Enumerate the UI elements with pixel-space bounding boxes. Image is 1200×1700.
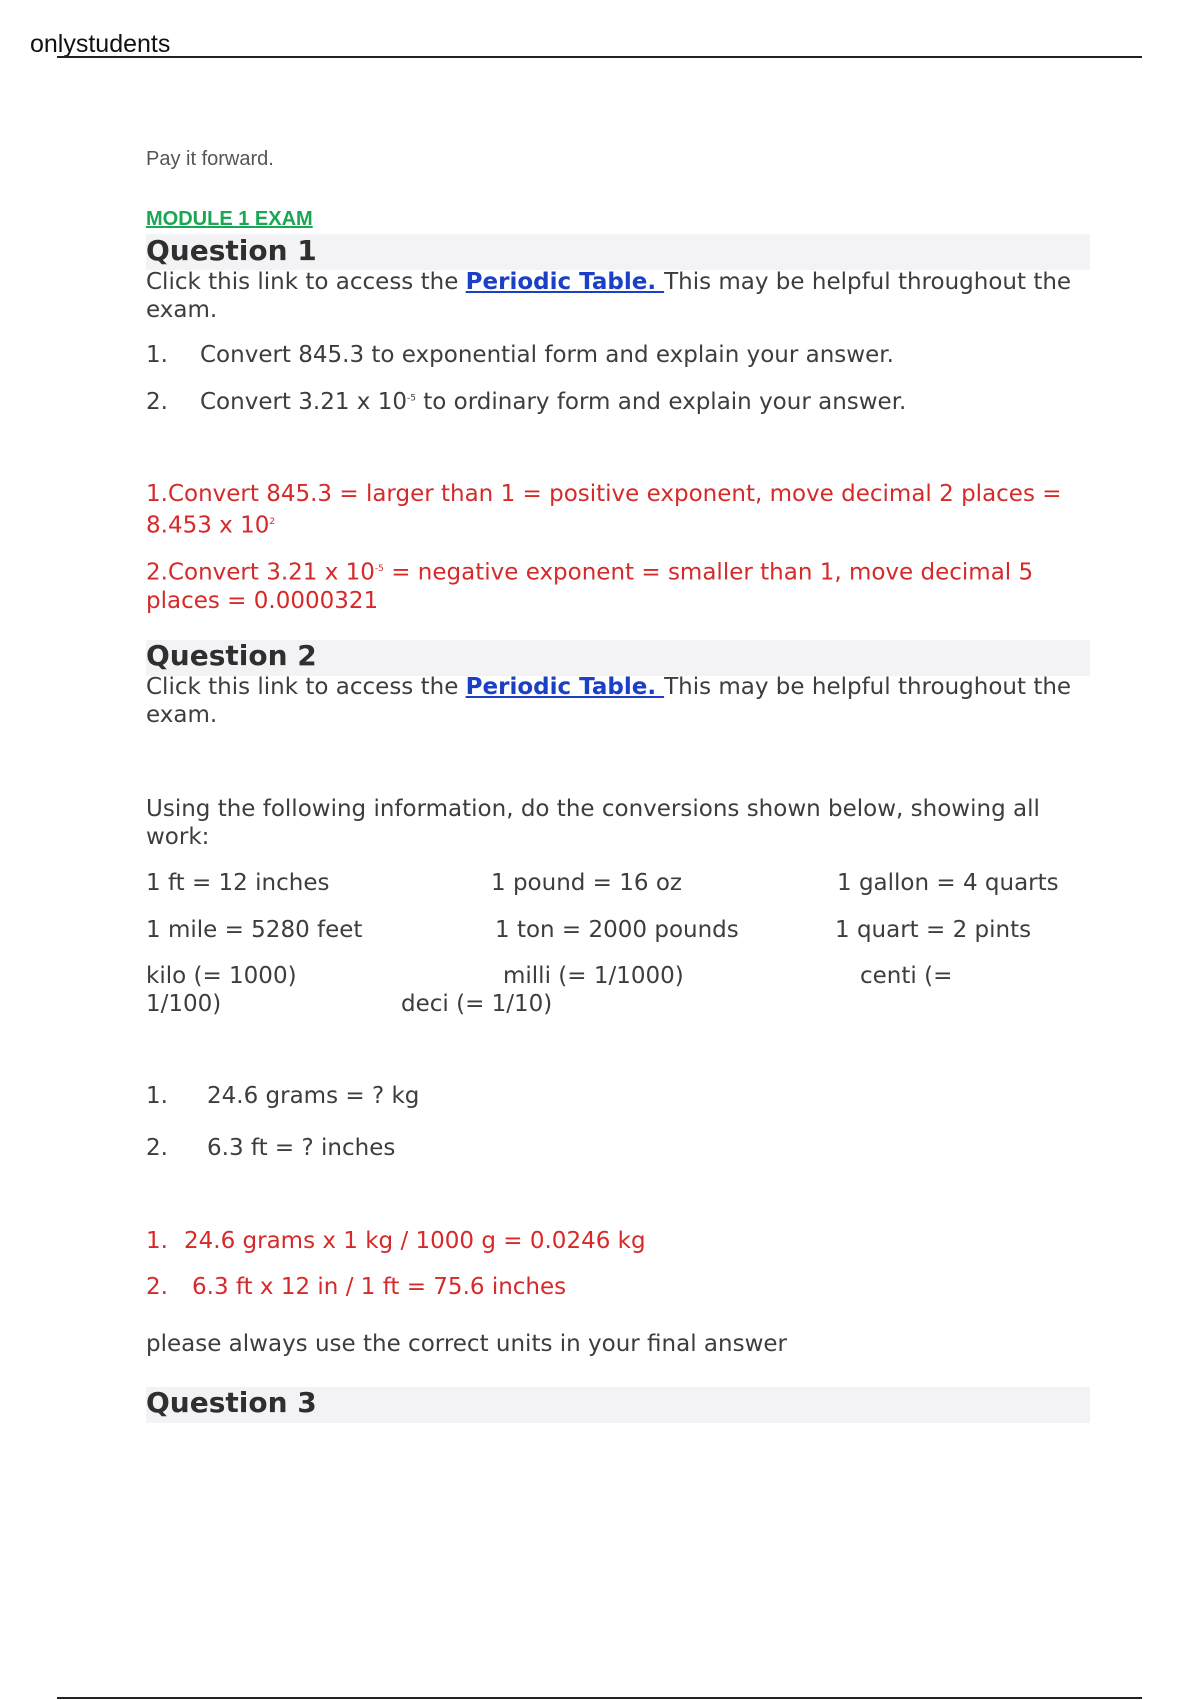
conversion-fact: 1 ton = 2000 pounds xyxy=(495,917,739,943)
item-text: 6.3 ft = ? inches xyxy=(207,1135,396,1161)
question-3-title: Question 3 xyxy=(146,1386,317,1419)
conversion-instruction: Using the following information, do the conversions shown below, showing all work: xyxy=(146,796,1040,850)
conversion-fact: 1 pound = 16 oz xyxy=(491,870,682,896)
metric-prefix: 1/100) xyxy=(146,991,222,1017)
item-number: 2. xyxy=(146,1135,168,1161)
question-1-item xyxy=(146,342,894,368)
item-number: 1. xyxy=(146,1228,168,1254)
metric-prefix: milli (= 1/1000) xyxy=(503,963,684,989)
item-text: to ordinary form and explain your answer. xyxy=(415,389,907,415)
item-number: 1. xyxy=(146,342,168,368)
exam-title: MODULE 1 EXAM xyxy=(146,208,313,230)
motto: Pay it forward. xyxy=(146,148,274,170)
answer-text: 2.Convert 3.21 x 10 xyxy=(146,559,375,586)
footer-rule xyxy=(57,1697,1142,1699)
problem-answer xyxy=(146,1228,646,1254)
problem-item xyxy=(146,1135,395,1161)
intro-text: Click this link to access the xyxy=(146,674,466,700)
intro-text: This may be helpful throughout the exam. xyxy=(146,269,1072,323)
exponent: -5 xyxy=(374,564,384,574)
item-text: Convert 3.21 x 10 xyxy=(200,389,407,415)
conversion-fact: 1 mile = 5280 feet xyxy=(146,917,363,943)
conversion-fact: 1 quart = 2 pints xyxy=(835,917,1032,943)
problem-answer xyxy=(146,1274,566,1300)
question-2-intro xyxy=(146,673,1090,729)
answer-text: = negative exponent = smaller than 1, move decimal 5 places = 0.0000321 xyxy=(146,559,1034,614)
question-1-intro xyxy=(146,268,1090,324)
answer-text: 6.3 ft x 12 in / 1 ft = 75.6 inches xyxy=(192,1274,567,1300)
answer-text: 1.Convert 845.3 = larger than 1 = positive exponent, move decimal 2 places = 8.453 x 10 xyxy=(146,481,1062,539)
exponent: -5 xyxy=(406,393,416,404)
metric-prefix: deci (= 1/10) xyxy=(401,991,553,1017)
header-rule xyxy=(57,56,1142,58)
units-note: please always use the correct units in your final answer xyxy=(146,1331,787,1357)
question-1-title: Question 1 xyxy=(146,234,317,267)
item-text: Convert 845.3 to exponential form and explain your answer. xyxy=(200,342,894,368)
answer-1 xyxy=(146,480,1090,540)
brand-name: onlystudents xyxy=(30,30,171,58)
intro-text: Click this link to access the xyxy=(146,269,466,295)
periodic-table-link[interactable]: Periodic Table. xyxy=(465,269,665,295)
problem-item xyxy=(146,1083,419,1109)
item-number: 1. xyxy=(146,1083,168,1109)
metric-prefix: centi (= xyxy=(860,963,953,989)
intro-text: This may be helpful throughout the exam. xyxy=(146,674,1072,728)
answer-text: 24.6 grams x 1 kg / 1000 g = 0.0246 kg xyxy=(184,1228,646,1254)
exponent: 2 xyxy=(269,517,276,527)
answer-2 xyxy=(146,555,1090,615)
item-text: 24.6 grams = ? kg xyxy=(207,1083,420,1109)
conversion-fact: 1 gallon = 4 quarts xyxy=(837,870,1059,896)
question-1-item xyxy=(146,389,906,415)
metric-prefix: kilo (= 1000) xyxy=(146,963,297,989)
periodic-table-link[interactable]: Periodic Table. xyxy=(465,674,665,700)
question-2-title: Question 2 xyxy=(146,639,317,672)
item-number: 2. xyxy=(146,1274,168,1300)
conversion-fact: 1 ft = 12 inches xyxy=(146,870,330,896)
item-number: 2. xyxy=(146,389,168,415)
